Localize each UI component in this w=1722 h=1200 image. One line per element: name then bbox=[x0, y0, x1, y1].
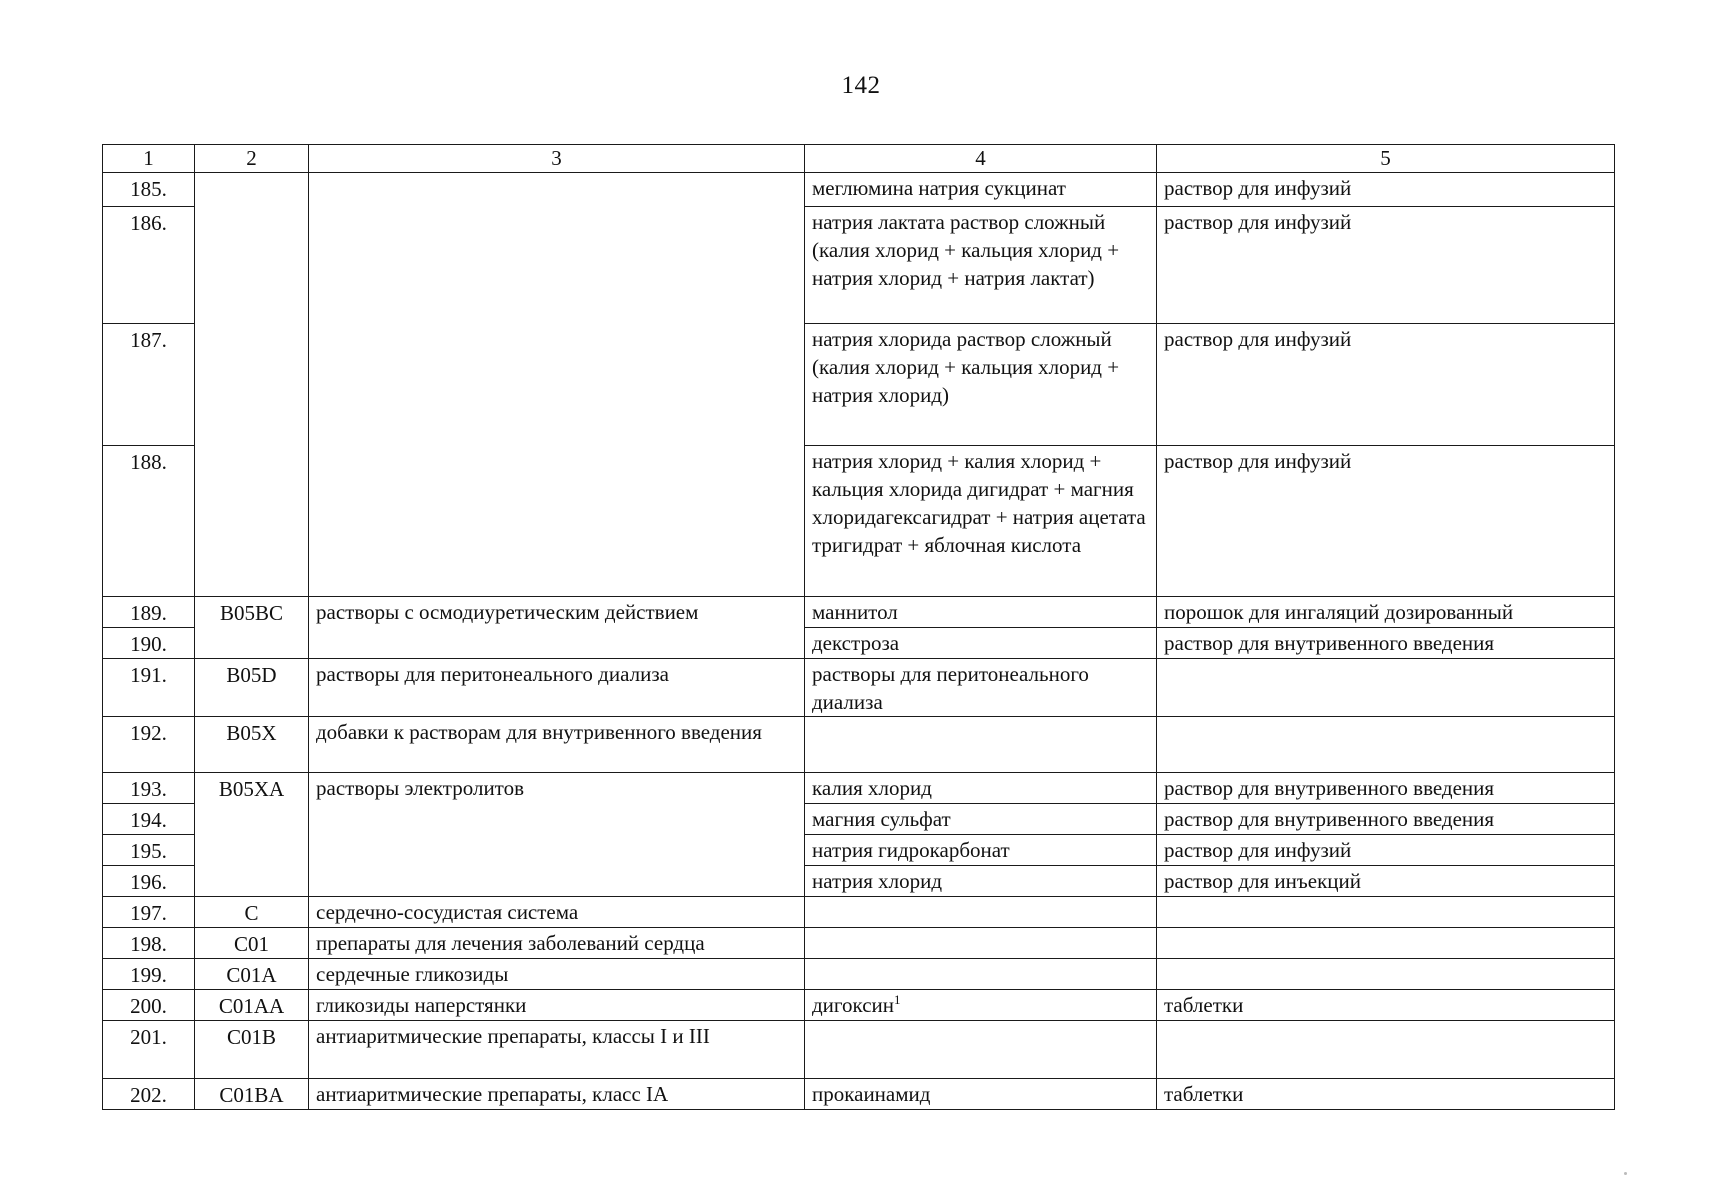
atc-code-cell: C01BA bbox=[195, 1079, 309, 1110]
table-row bbox=[103, 959, 1615, 990]
atc-code-cell: B05D bbox=[195, 659, 309, 717]
row-number: 187. bbox=[103, 324, 195, 446]
atc-group-cell: растворы с осмодиуретическим действием bbox=[309, 597, 805, 659]
dosage-form: раствор для инфузий bbox=[1157, 207, 1615, 324]
row-number: 193. bbox=[103, 773, 195, 804]
dosage-form bbox=[1157, 959, 1615, 990]
atc-code-cell: C01 bbox=[195, 928, 309, 959]
drug-name: натрия лактата раствор сложный (калия хлорид + кальция хлорид + натрия хлорид + натрия лактат) bbox=[805, 207, 1157, 324]
row-number: 196. bbox=[103, 866, 195, 897]
table-row bbox=[103, 897, 1615, 928]
row-number: 185. bbox=[103, 173, 195, 207]
dosage-form: таблетки bbox=[1157, 990, 1615, 1021]
drug-name: магния сульфат bbox=[805, 804, 1157, 835]
table-row bbox=[103, 1079, 1615, 1110]
drug-name-cell bbox=[805, 990, 1157, 1021]
atc-group-cell: добавки к растворам для внутривенного введения bbox=[309, 717, 805, 773]
drug-name: дигоксин bbox=[812, 993, 894, 1017]
row-number: 198. bbox=[103, 928, 195, 959]
drug-name bbox=[805, 959, 1157, 990]
row-number: 191. bbox=[103, 659, 195, 717]
atc-code-cell bbox=[195, 173, 309, 597]
atc-code-cell: C01B bbox=[195, 1021, 309, 1079]
drug-name: маннитол bbox=[805, 597, 1157, 628]
dosage-form: раствор для внутривенного введения bbox=[1157, 628, 1615, 659]
column-header: 3 bbox=[309, 145, 805, 173]
atc-group-cell: гликозиды наперстянки bbox=[309, 990, 805, 1021]
table-row bbox=[103, 928, 1615, 959]
table-row bbox=[103, 173, 1615, 207]
dosage-form: раствор для внутривенного введения bbox=[1157, 804, 1615, 835]
table-row bbox=[103, 990, 1615, 1021]
atc-group-cell bbox=[309, 173, 805, 597]
atc-code-cell: B05BC bbox=[195, 597, 309, 659]
atc-group-cell: растворы электролитов bbox=[309, 773, 805, 897]
row-number: 195. bbox=[103, 835, 195, 866]
atc-group-cell: сердечно-сосудистая система bbox=[309, 897, 805, 928]
atc-code-cell: B05XA bbox=[195, 773, 309, 897]
dosage-form: раствор для инфузий bbox=[1157, 324, 1615, 446]
atc-group-cell: антиаритмические препараты, класс IA bbox=[309, 1079, 805, 1110]
drug-name: натрия хлорид + калия хлорид + кальция хлорида дигидрат + магния хлоридагексагидрат + натрия ацетата тригидрат + яблочная кислота bbox=[805, 446, 1157, 597]
atc-code-cell: C01A bbox=[195, 959, 309, 990]
atc-code-cell: C bbox=[195, 897, 309, 928]
dosage-form: раствор для внутривенного введения bbox=[1157, 773, 1615, 804]
drug-name bbox=[805, 897, 1157, 928]
atc-group-cell: сердечные гликозиды bbox=[309, 959, 805, 990]
dosage-form bbox=[1157, 1021, 1615, 1079]
row-number: 202. bbox=[103, 1079, 195, 1110]
dosage-form: раствор для инъекций bbox=[1157, 866, 1615, 897]
row-number: 190. bbox=[103, 628, 195, 659]
column-header: 4 bbox=[805, 145, 1157, 173]
drug-name bbox=[805, 717, 1157, 773]
dosage-form: порошок для ингаляций дозированный bbox=[1157, 597, 1615, 628]
drug-name: декстроза bbox=[805, 628, 1157, 659]
table-row bbox=[103, 659, 1615, 717]
footnote-marker: 1 bbox=[894, 992, 901, 1007]
drug-name bbox=[805, 928, 1157, 959]
drug-name: натрия хлорид bbox=[805, 866, 1157, 897]
row-number: 200. bbox=[103, 990, 195, 1021]
table-row bbox=[103, 717, 1615, 773]
atc-group-cell: препараты для лечения заболеваний сердца bbox=[309, 928, 805, 959]
column-number-row bbox=[103, 145, 1615, 173]
column-header: 5 bbox=[1157, 145, 1615, 173]
column-header: 2 bbox=[195, 145, 309, 173]
dosage-form: раствор для инфузий bbox=[1157, 446, 1615, 597]
atc-code-cell: C01AA bbox=[195, 990, 309, 1021]
table-row bbox=[103, 773, 1615, 804]
page-number: 142 bbox=[841, 72, 881, 99]
row-number: 189. bbox=[103, 597, 195, 628]
table-row bbox=[103, 1021, 1615, 1079]
row-number: 186. bbox=[103, 207, 195, 324]
dosage-form bbox=[1157, 659, 1615, 717]
drug-name: меглюмина натрия сукцинат bbox=[805, 173, 1157, 207]
dosage-form bbox=[1157, 928, 1615, 959]
drug-name: калия хлорид bbox=[805, 773, 1157, 804]
table-row bbox=[103, 597, 1615, 628]
atc-group-cell: антиаритмические препараты, классы I и III bbox=[309, 1021, 805, 1079]
row-number: 199. bbox=[103, 959, 195, 990]
atc-code-cell: B05X bbox=[195, 717, 309, 773]
row-number: 188. bbox=[103, 446, 195, 597]
scan-speck bbox=[1624, 1172, 1627, 1175]
medicines-table bbox=[102, 144, 1615, 1110]
row-number: 192. bbox=[103, 717, 195, 773]
dosage-form: раствор для инфузий bbox=[1157, 173, 1615, 207]
drug-name bbox=[805, 1021, 1157, 1079]
row-number: 201. bbox=[103, 1021, 195, 1079]
drug-name: растворы для перитонеального диализа bbox=[805, 659, 1157, 717]
dosage-form: таблетки bbox=[1157, 1079, 1615, 1110]
dosage-form bbox=[1157, 717, 1615, 773]
column-header: 1 bbox=[103, 145, 195, 173]
dosage-form bbox=[1157, 897, 1615, 928]
row-number: 194. bbox=[103, 804, 195, 835]
dosage-form: раствор для инфузий bbox=[1157, 835, 1615, 866]
row-number: 197. bbox=[103, 897, 195, 928]
drug-name: натрия гидрокарбонат bbox=[805, 835, 1157, 866]
drug-name: прокаинамид bbox=[805, 1079, 1157, 1110]
drug-name: натрия хлорида раствор сложный (калия хлорид + кальция хлорид + натрия хлорид) bbox=[805, 324, 1157, 446]
atc-group-cell: растворы для перитонеального диализа bbox=[309, 659, 805, 717]
